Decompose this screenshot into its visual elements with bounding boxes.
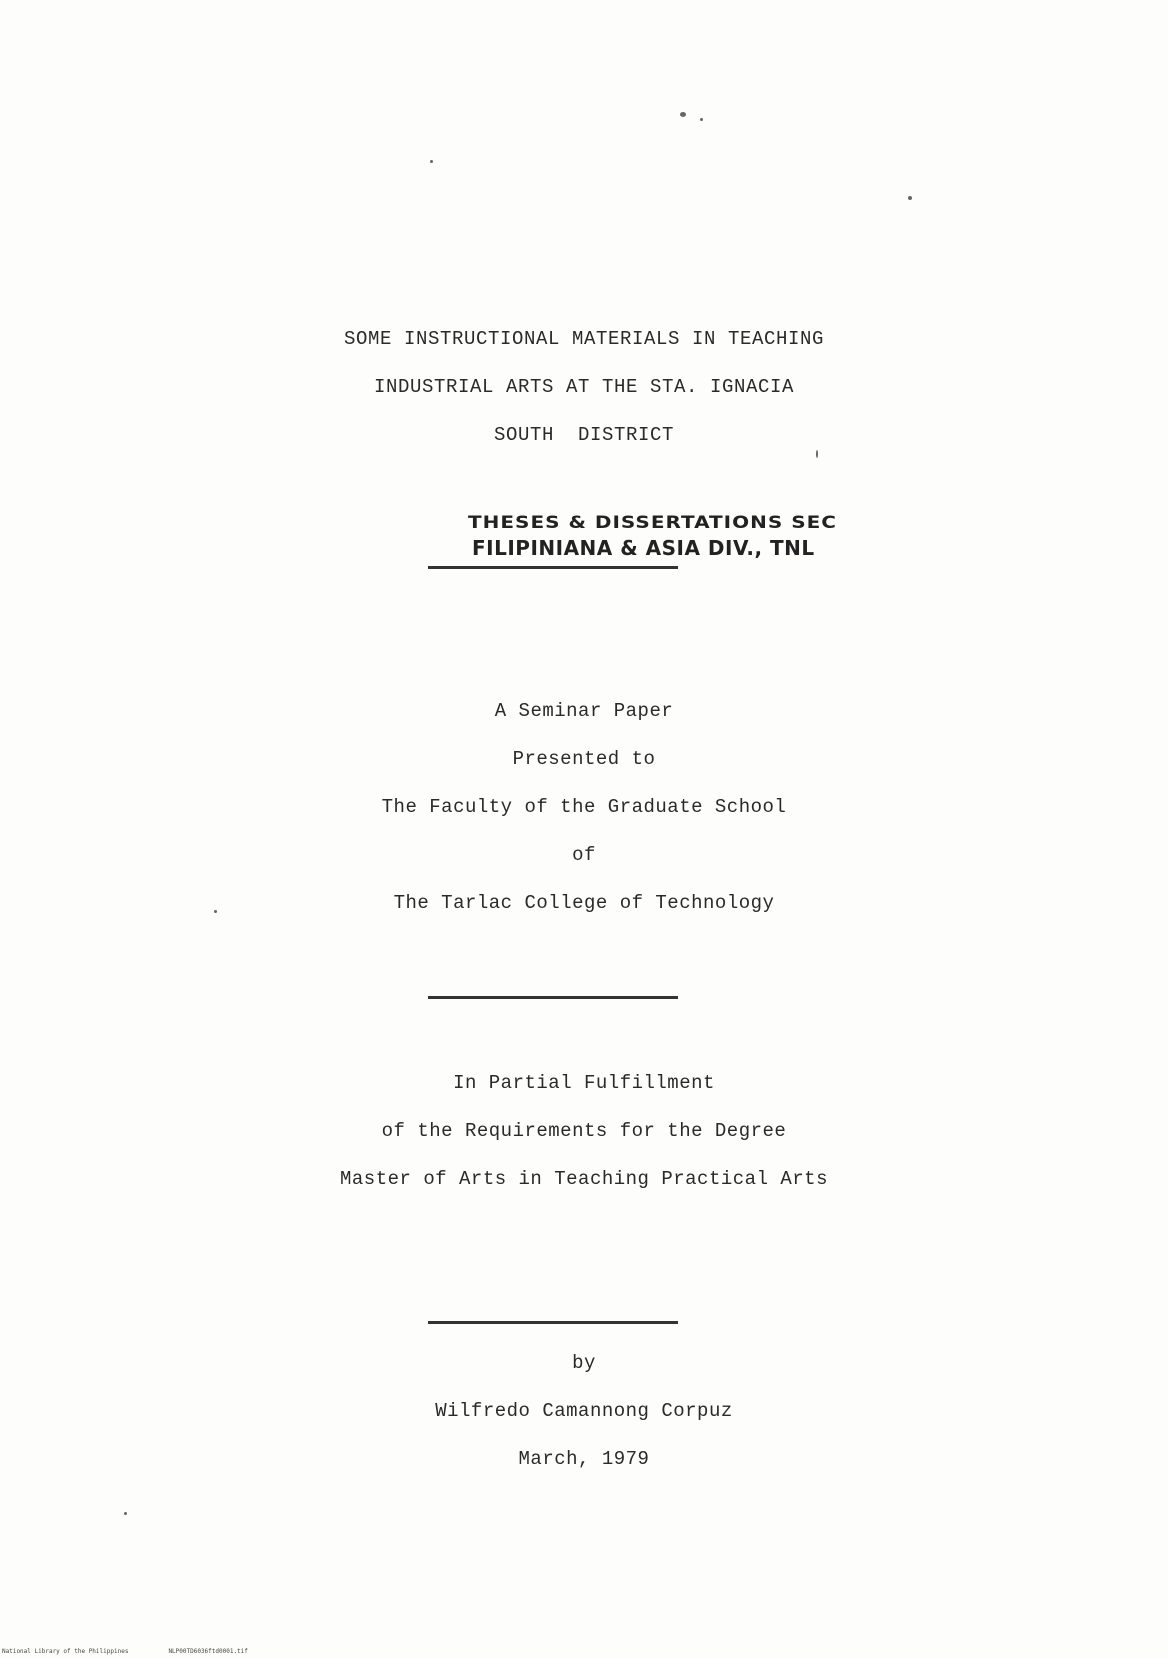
by-line: by xyxy=(572,1352,596,1374)
divider-1 xyxy=(428,996,678,999)
footer-filename: NLP00TD6036ftd0001.tif xyxy=(168,1648,248,1655)
scan-speck xyxy=(214,910,217,913)
divider-2 xyxy=(428,1321,678,1324)
scan-speck xyxy=(700,118,703,121)
scan-speck xyxy=(816,450,818,458)
partial-fulfillment-line: In Partial Fulfillment xyxy=(453,1072,715,1094)
stamp-underline xyxy=(428,566,678,569)
college-line: The Tarlac College of Technology xyxy=(393,892,775,914)
date-line: March, 1979 xyxy=(518,1448,650,1470)
scan-speck xyxy=(430,160,433,163)
title-line-2: INDUSTRIAL ARTS AT THE STA. IGNACIA xyxy=(373,376,795,398)
presented-to-line: Presented to xyxy=(512,748,656,770)
scan-footer xyxy=(2,1648,288,1655)
library-stamp-line-2: FILIPINIANA & ASIA DIV., TNL xyxy=(472,536,815,560)
footer-library: National Library of the Philippines xyxy=(2,1648,129,1655)
degree-line: Master of Arts in Teaching Practical Arts xyxy=(340,1168,828,1190)
faculty-line: The Faculty of the Graduate School xyxy=(381,796,787,818)
requirements-line: of the Requirements for the Degree xyxy=(381,1120,787,1142)
scan-speck xyxy=(124,1512,127,1515)
author-name: Wilfredo Camannong Corpuz xyxy=(435,1400,733,1422)
library-stamp-line-1: THESES & DISSERTATIONS SEC xyxy=(468,511,837,533)
scan-speck xyxy=(680,112,686,117)
of-line: of xyxy=(572,844,596,866)
scan-speck xyxy=(908,196,912,200)
seminar-paper-line: A Seminar Paper xyxy=(494,700,674,722)
title-line-3: SOUTH DISTRICT xyxy=(493,424,675,446)
title-line-1: SOME INSTRUCTIONAL MATERIALS IN TEACHING xyxy=(343,328,825,350)
